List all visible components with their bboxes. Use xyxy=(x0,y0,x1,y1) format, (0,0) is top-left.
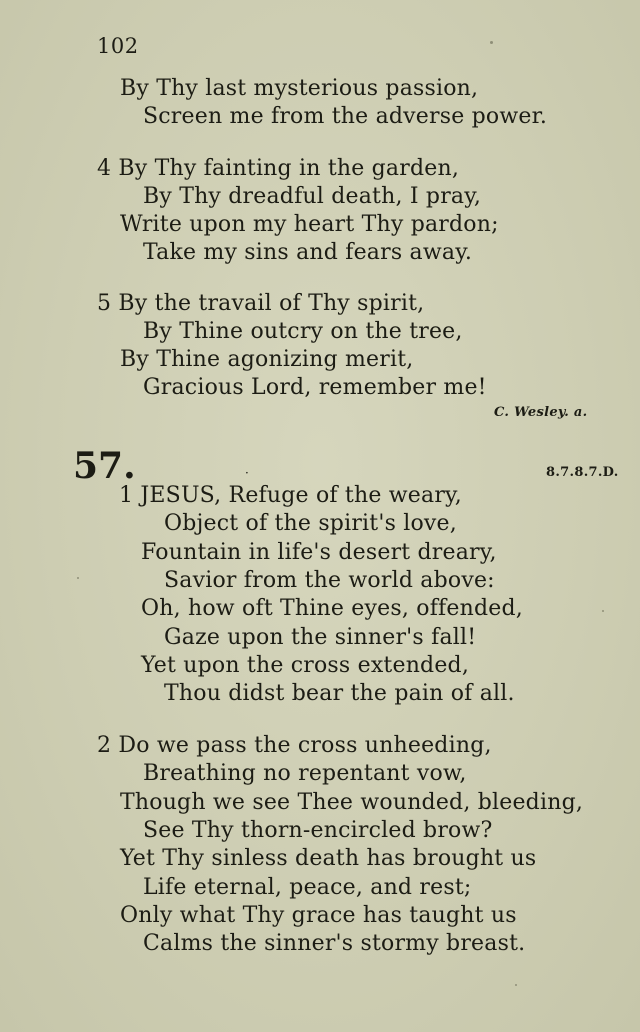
verse-line: By Thy last mysterious passion, xyxy=(120,76,479,101)
paper-speck xyxy=(602,610,604,612)
verse-line: Gracious Lord, remember me! xyxy=(143,375,487,400)
verse-line: Only what Thy grace has taught us xyxy=(120,903,517,928)
page-number: 102 xyxy=(97,34,139,58)
verse-line: Take my sins and fears away. xyxy=(143,240,473,265)
verse-line: Gaze upon the sinner's fall! xyxy=(164,625,477,650)
verse-line: 4 By Thy fainting in the garden, xyxy=(97,156,460,181)
verse-line: See Thy thorn-encircled brow? xyxy=(143,818,493,843)
verse-line: Fountain in life's desert dreary, xyxy=(141,540,497,565)
verse-line: By Thine outcry on the tree, xyxy=(143,319,463,344)
verse-line: 2 Do we pass the cross unheeding, xyxy=(97,733,492,758)
verse-line: Write upon my heart Thy pardon; xyxy=(120,212,499,237)
verse-line: Savior from the world above: xyxy=(164,568,495,593)
verse-line: Calms the sinner's stormy breast. xyxy=(143,931,526,956)
verse-line: Breathing no repentant vow, xyxy=(143,761,467,786)
verse-line: By Thine agonizing merit, xyxy=(120,347,414,372)
verse-line: Life eternal, peace, and rest; xyxy=(143,875,472,900)
paper-speck xyxy=(77,577,79,579)
verse-line: 5 By the travail of Thy spirit, xyxy=(97,291,425,316)
paper-speck xyxy=(490,41,493,44)
verse-line: Object of the spirit's love, xyxy=(164,511,457,536)
hymn-number: 57. xyxy=(73,445,136,487)
verse-line: Oh, how oft Thine eyes, offended, xyxy=(141,596,523,621)
verse-line: Though we see Thee wounded, bleeding, xyxy=(120,790,584,815)
ornament-dot: · xyxy=(245,466,249,480)
verse-line: By Thy dreadful death, I pray, xyxy=(143,184,482,209)
paper-speck xyxy=(515,984,517,986)
author-attribution: C. Wesley. a. xyxy=(494,405,588,420)
hymn-meter: 8.7.8.7.D. xyxy=(546,465,619,480)
verse-line: Yet Thy sinless death has brought us xyxy=(120,846,537,871)
verse-line: Screen me from the adverse power. xyxy=(143,104,548,129)
verse-line: Yet upon the cross extended, xyxy=(141,653,470,678)
verse-line: Thou didst bear the pain of all. xyxy=(164,681,515,706)
verse-line: 1 JESUS, Refuge of the weary, xyxy=(119,483,462,508)
